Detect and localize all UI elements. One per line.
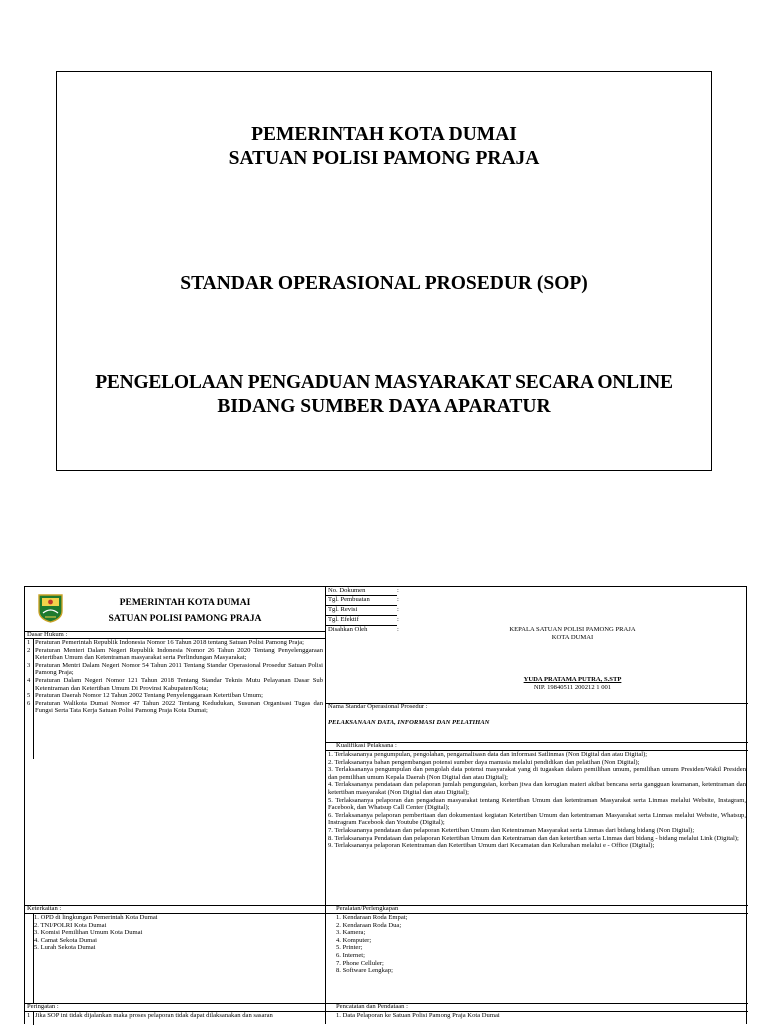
peringatan-text: Jika SOP ini tidak dijalankan maka proses pelaporan tidak dapat dilaksanakan dan sasaran [35, 1012, 273, 1019]
list-item: 4. Komputer; [336, 936, 372, 944]
approval-line2: KOTA DUMAI [551, 634, 594, 641]
cover-subject-line2: BIDANG SUMBER DAYA APARATUR [217, 396, 551, 417]
cover-org-line2: SATUAN POLISI PAMONG PRAJA [228, 148, 540, 169]
dasar-hukum-list [27, 639, 323, 715]
list-item: 4 Peraturan Dalam Negeri Nomor 121 Tahun 2018 Tentang Standar Teknis Mutu Pelayanan Dasar Sub Ketentraman dan Ketertiban Umum Di Provinsi Kabupaten/Kota; [27, 676, 323, 692]
tgl-pembuatan-sep: : [397, 596, 399, 603]
list-item: 7. Phone Celluler; [336, 959, 384, 967]
list-item: 7. Terlaksananya pendataan dan pelaporan Ketertiban Umum dan Ketentraman Masyarakat serta Linmas dari bidang bidang (Non Digital); [328, 826, 695, 834]
divider [25, 631, 325, 632]
cover-doc-type: STANDAR OPERASIONAL PROSEDUR (SOP) [180, 273, 588, 294]
list-item: 6. Terlaksananya pelaporan pemberitaan dan dokumentasi kegiatan Ketertiban Umum dan ketentraman Masyarakat serta Linmas melalui Website, Whatsup, Instragram Facebook dan Youtube (Digital); [328, 811, 746, 827]
list-item: 9. Terlaksananya pelaporan Ketentraman dan Ketertiban Umum dari Kecamatan dan Kelurahan melalui e - Office (Digital); [328, 842, 655, 850]
divider [325, 595, 397, 596]
sop-sheet [24, 586, 747, 1024]
keterkaitan-label: Keterkaitan : [27, 905, 62, 912]
list-item: 8. Software Lengkap; [336, 967, 393, 975]
list-item: 2 Peraturan Menteri Dalam Negeri Republik Indonesia Nomor 26 Tahun 2020 Tentang Penyelenggaraan Ketertiban Umum dan Ketentraman masyarakat serta Perlindungan Masyarakat; [27, 646, 323, 662]
tgl-revisi-sep: : [397, 606, 399, 613]
approval-line1: KEPALA SATUAN POLISI PAMONG PRAJA [509, 626, 636, 633]
cover-subject-line1: PENGELOLAAN PENGADUAN MASYARAKAT SECARA ONLINE [95, 372, 673, 393]
pencatatan-item: 1. Data Pelaporan ke Satuan Polisi Pamong Praja Kota Dumai [336, 1012, 500, 1019]
list-item: 3. Kamera; [336, 929, 366, 937]
approval-name: YUDA PRATAMA PUTRA, S.STP [523, 676, 622, 683]
no-dokumen-sep: : [397, 587, 399, 594]
tgl-revisi-label: Tgl. Revisi [328, 606, 358, 613]
list-item: 2. Kendaraan Roda Dua; [336, 921, 402, 929]
list-item: 5. Lurah Sekota Dumai [34, 944, 96, 952]
sop-name-value: PELAKSANAAN DATA, INFORMASI DAN PELATIHAN [328, 719, 490, 726]
cover-org-line1: PEMERINTAH KOTA DUMAI [251, 124, 517, 145]
list-item: 1. Kendaraan Roda Empat; [336, 914, 408, 921]
disahkan-oleh-label: Disahkan Oleh [328, 626, 368, 633]
approval-nip: NIP. 19840511 200212 1 001 [533, 684, 612, 691]
list-item: 6. Internet; [336, 951, 365, 959]
divider [33, 913, 34, 1003]
list-item: 5 Peraturan Daerah Nomor 12 Tahun 2002 Tentang Penyelenggaraan Ketertiban Umum; [27, 692, 263, 700]
cover-frame [56, 71, 712, 471]
dasar-hukum-label: Dasar Hukum : [27, 631, 68, 638]
peringatan-num: 1 [27, 1012, 31, 1019]
list-item: 5. Terlaksananya pelaporan dan pengaduan masyarakat tentang Ketertiban Umum dan ketentraman Masyarakat serta Linmas melalui Website, Instagram, Facebook, dan Whatsup Call Center (Digital); [328, 796, 746, 812]
no-dokumen-label: No. Dokumen [328, 587, 366, 594]
tgl-efektif-label: Tgl. Efektif [328, 616, 359, 623]
tgl-efektif-sep: : [397, 616, 399, 623]
list-item: 3. Komisi Pemilihan Umum Kota Dumai [34, 929, 143, 937]
riau-coat-of-arms-icon [37, 593, 64, 623]
pencatatan-label: Pencatatan dan Pendataan : [336, 1003, 408, 1010]
keterkaitan-list [34, 914, 158, 952]
list-item: 4. Terlaksananya pendataan dan pelaporan jumlah pengungsian, korban jiwa dan kerugian materi akibat bencana serta gangguan keamanan, ketentraman dan ketertiban masyarakat (Non Digital dan atau Digital); [328, 781, 746, 796]
divider [33, 639, 34, 759]
header-org-line2: SATUAN POLISI PAMONG PRAJA [108, 613, 262, 624]
list-item: 3. Terlaksananya pengumpulan dan pengolah data potensi masyarakat yang di tugaskan dalam pemilihan umum, pemilihan umum Presiden/Wakil Presiden dan pemilihan umum Kepala Daerah (Non Digital dan atau Digital); [328, 766, 746, 781]
list-item: 4. Camat Sekota Dumai [34, 936, 97, 944]
divider [325, 615, 397, 616]
column-divider [325, 587, 326, 1024]
list-item: 2. TNI/POLRI Kota Dumai [34, 921, 107, 929]
tgl-pembuatan-label: Tgl. Pembuatan [328, 596, 370, 603]
peralatan-list [336, 914, 407, 975]
list-item: 6 Peraturan Walikota Dumai Nomor 47 Tahun 2022 Tentang Kedudukan, Susunan Organisasi Tugas dan Fungsi Serta Tata Kerja Satuan Polisi Pamong Praja Kota Dumai; [27, 699, 323, 715]
divider [25, 905, 325, 906]
kualifikasi-label: Kualifikasi Pelaksana : [336, 742, 397, 749]
kualifikasi-list [328, 751, 746, 850]
divider [325, 625, 397, 626]
peralatan-label: Peralatan/Perlengkapan [336, 905, 399, 912]
list-item: 2. Terlaksananya bahan pengembangan potensi sumber daya manusia melalui pendidikan dan pelatihan (Non Digital); [328, 758, 640, 766]
list-item: 1. OPD di lingkungan Pemerintah Kota Dumai [34, 914, 158, 921]
disahkan-oleh-sep: : [397, 626, 399, 633]
divider [33, 1011, 34, 1025]
list-item: 3 Peraturan Mentri Dalam Negeri Nomor 54 Tahun 2011 Tentang Standar Operasional Prosedur Satuan Polisi Pamong Praja; [27, 661, 323, 677]
header-org-line1: PEMERINTAH KOTA DUMAI [119, 597, 251, 608]
sop-name-label: Nama Standar Operasional Prosedur : [328, 703, 428, 710]
peringatan-label: Peringatan : [27, 1003, 59, 1010]
list-item: 1 Peraturan Pemerintah Republik Indonesia Nomor 16 Tahun 2018 tentang Satuan Polisi Pamong Praja; [27, 639, 304, 646]
list-item: 1. Terlaksananya pengumpulan, pengolahan, pengamalisasn data dan informasi Satlinmas (Non Digital dan atau Digital); [328, 751, 648, 758]
list-item: 8. Terlaksananya Pendataan dan pelaporan Ketertiban Umum dan Ketentraman dan dan ketertiban serta Linmas dari bidang - bidang melalui Link (Digital); [328, 834, 739, 842]
divider [325, 605, 397, 606]
divider [25, 1003, 325, 1004]
list-item: 5. Printer; [336, 944, 363, 952]
